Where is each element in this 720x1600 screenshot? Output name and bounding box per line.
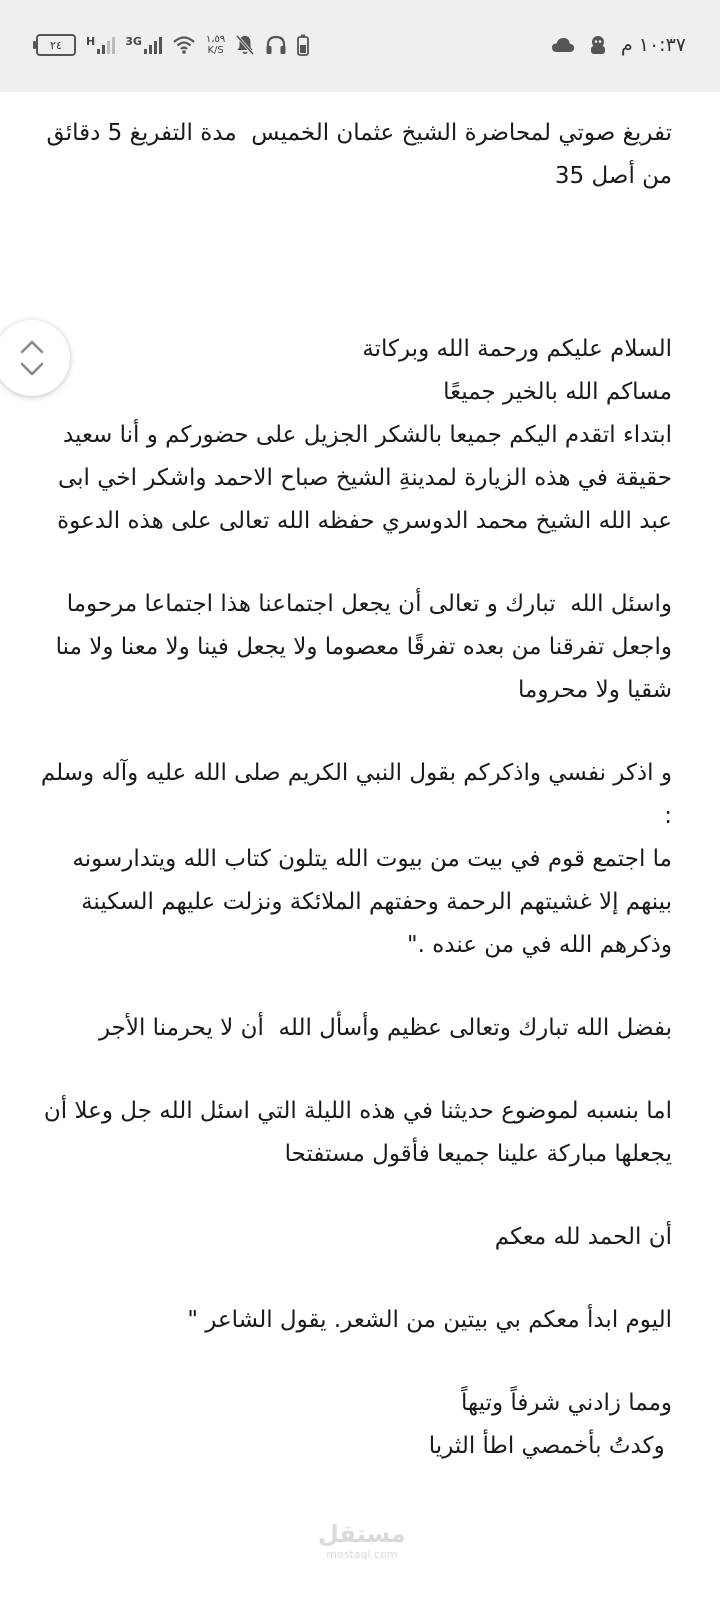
paragraph-greeting: السلام عليكم ورحمة الله وبركاتة مساكم الله بالخير جميعًا ابتداء اتقدم اليكم جميعا بالشكر الجزيل على حضوركم و أنا سعيد حقيقة في هذه الزيارة لمدينةِ الشيخ صباح الاحمد واشكر اخي ابى عبد الله الشيخ محمد الدوسري حفظه الله تعالى على هذه الدعوة (57, 336, 672, 534)
paragraph-supplication: واسئل الله تبارك و تعالى أن يجعل اجتماعنا هذا اجتماعا مرحوما واجعل تفرقنا من بعده تفرقًا معصوما ولا يجعل فينا ولا معنا ولا منا شقيا ولا محروما (48, 591, 672, 703)
cloud-icon (551, 36, 575, 54)
status-bar (0, 0, 720, 92)
watermark (318, 1520, 406, 1561)
wifi-icon (172, 35, 196, 55)
watermark-domain: mostaql.com (326, 1548, 398, 1561)
battery-charging-icon (297, 34, 309, 56)
signal-bars-icon (97, 36, 115, 54)
chevron-up-down-icon (17, 336, 47, 380)
document-body (36, 112, 672, 1468)
paragraph-grace: بفضل الله تبارك وتعالى عظيم وأسأل الله أن لا يحرمنا الأجر (98, 1015, 672, 1041)
network-speed (206, 34, 225, 56)
paragraph-poetry-intro: اليوم ابدأ معكم بي بيتين من الشعر. يقول الشاعر " (187, 1307, 672, 1333)
speed-unit: K/S (207, 45, 224, 56)
app-notification-icon (587, 34, 609, 56)
paragraph-topic: اما بنسبه لموضوع حديثنا في هذه الليلة التي اسئل الله جل وعلا أن يجعلها مباركة علينا جميعا فأقول مستفتحا (36, 1098, 672, 1167)
status-icons-left (36, 30, 309, 60)
speed-value: ١،٥٩ (205, 34, 226, 45)
watermark-brand: مستقل (318, 1520, 406, 1548)
battery-icon (36, 34, 76, 56)
paragraph-hadith: و اذكر نفسي واذكركم بقول النبي الكريم صلى الله عليه وآله وسلم : ما اجتمع قوم في بيت من بيوت الله يتلون كتاب الله ويتدارسونه بينهم إلا غشيتهم الرحمة وحفتهم الملائكة ونزلت عليهم السكينة وذكرهم الله في من عنده ." (40, 760, 672, 958)
paragraph-praise: أن الحمد لله معكم (494, 1224, 672, 1250)
signal-3g-icon (125, 36, 162, 54)
paragraph-poem: ومما زادني شرفاً وتيهاً وكدتُ بأخمصي اطأ الثريا (428, 1390, 672, 1459)
signal-bars-icon-2 (144, 36, 162, 54)
battery-level: ٢٤ (50, 38, 62, 52)
signal-h-icon (86, 36, 115, 54)
status-icons-right (551, 30, 686, 60)
clock-time: ١٠:٣٧ م (620, 34, 686, 56)
bell-muted-icon (235, 34, 255, 56)
document-title: تفريغ صوتي لمحاضرة الشيخ عثمان الخميس مدة التفريغ 5 دقائق من أصل 35 (39, 120, 672, 189)
network-label-h: H (86, 35, 96, 48)
network-label-3g: 3G (125, 35, 142, 48)
headphones-icon (265, 34, 287, 56)
